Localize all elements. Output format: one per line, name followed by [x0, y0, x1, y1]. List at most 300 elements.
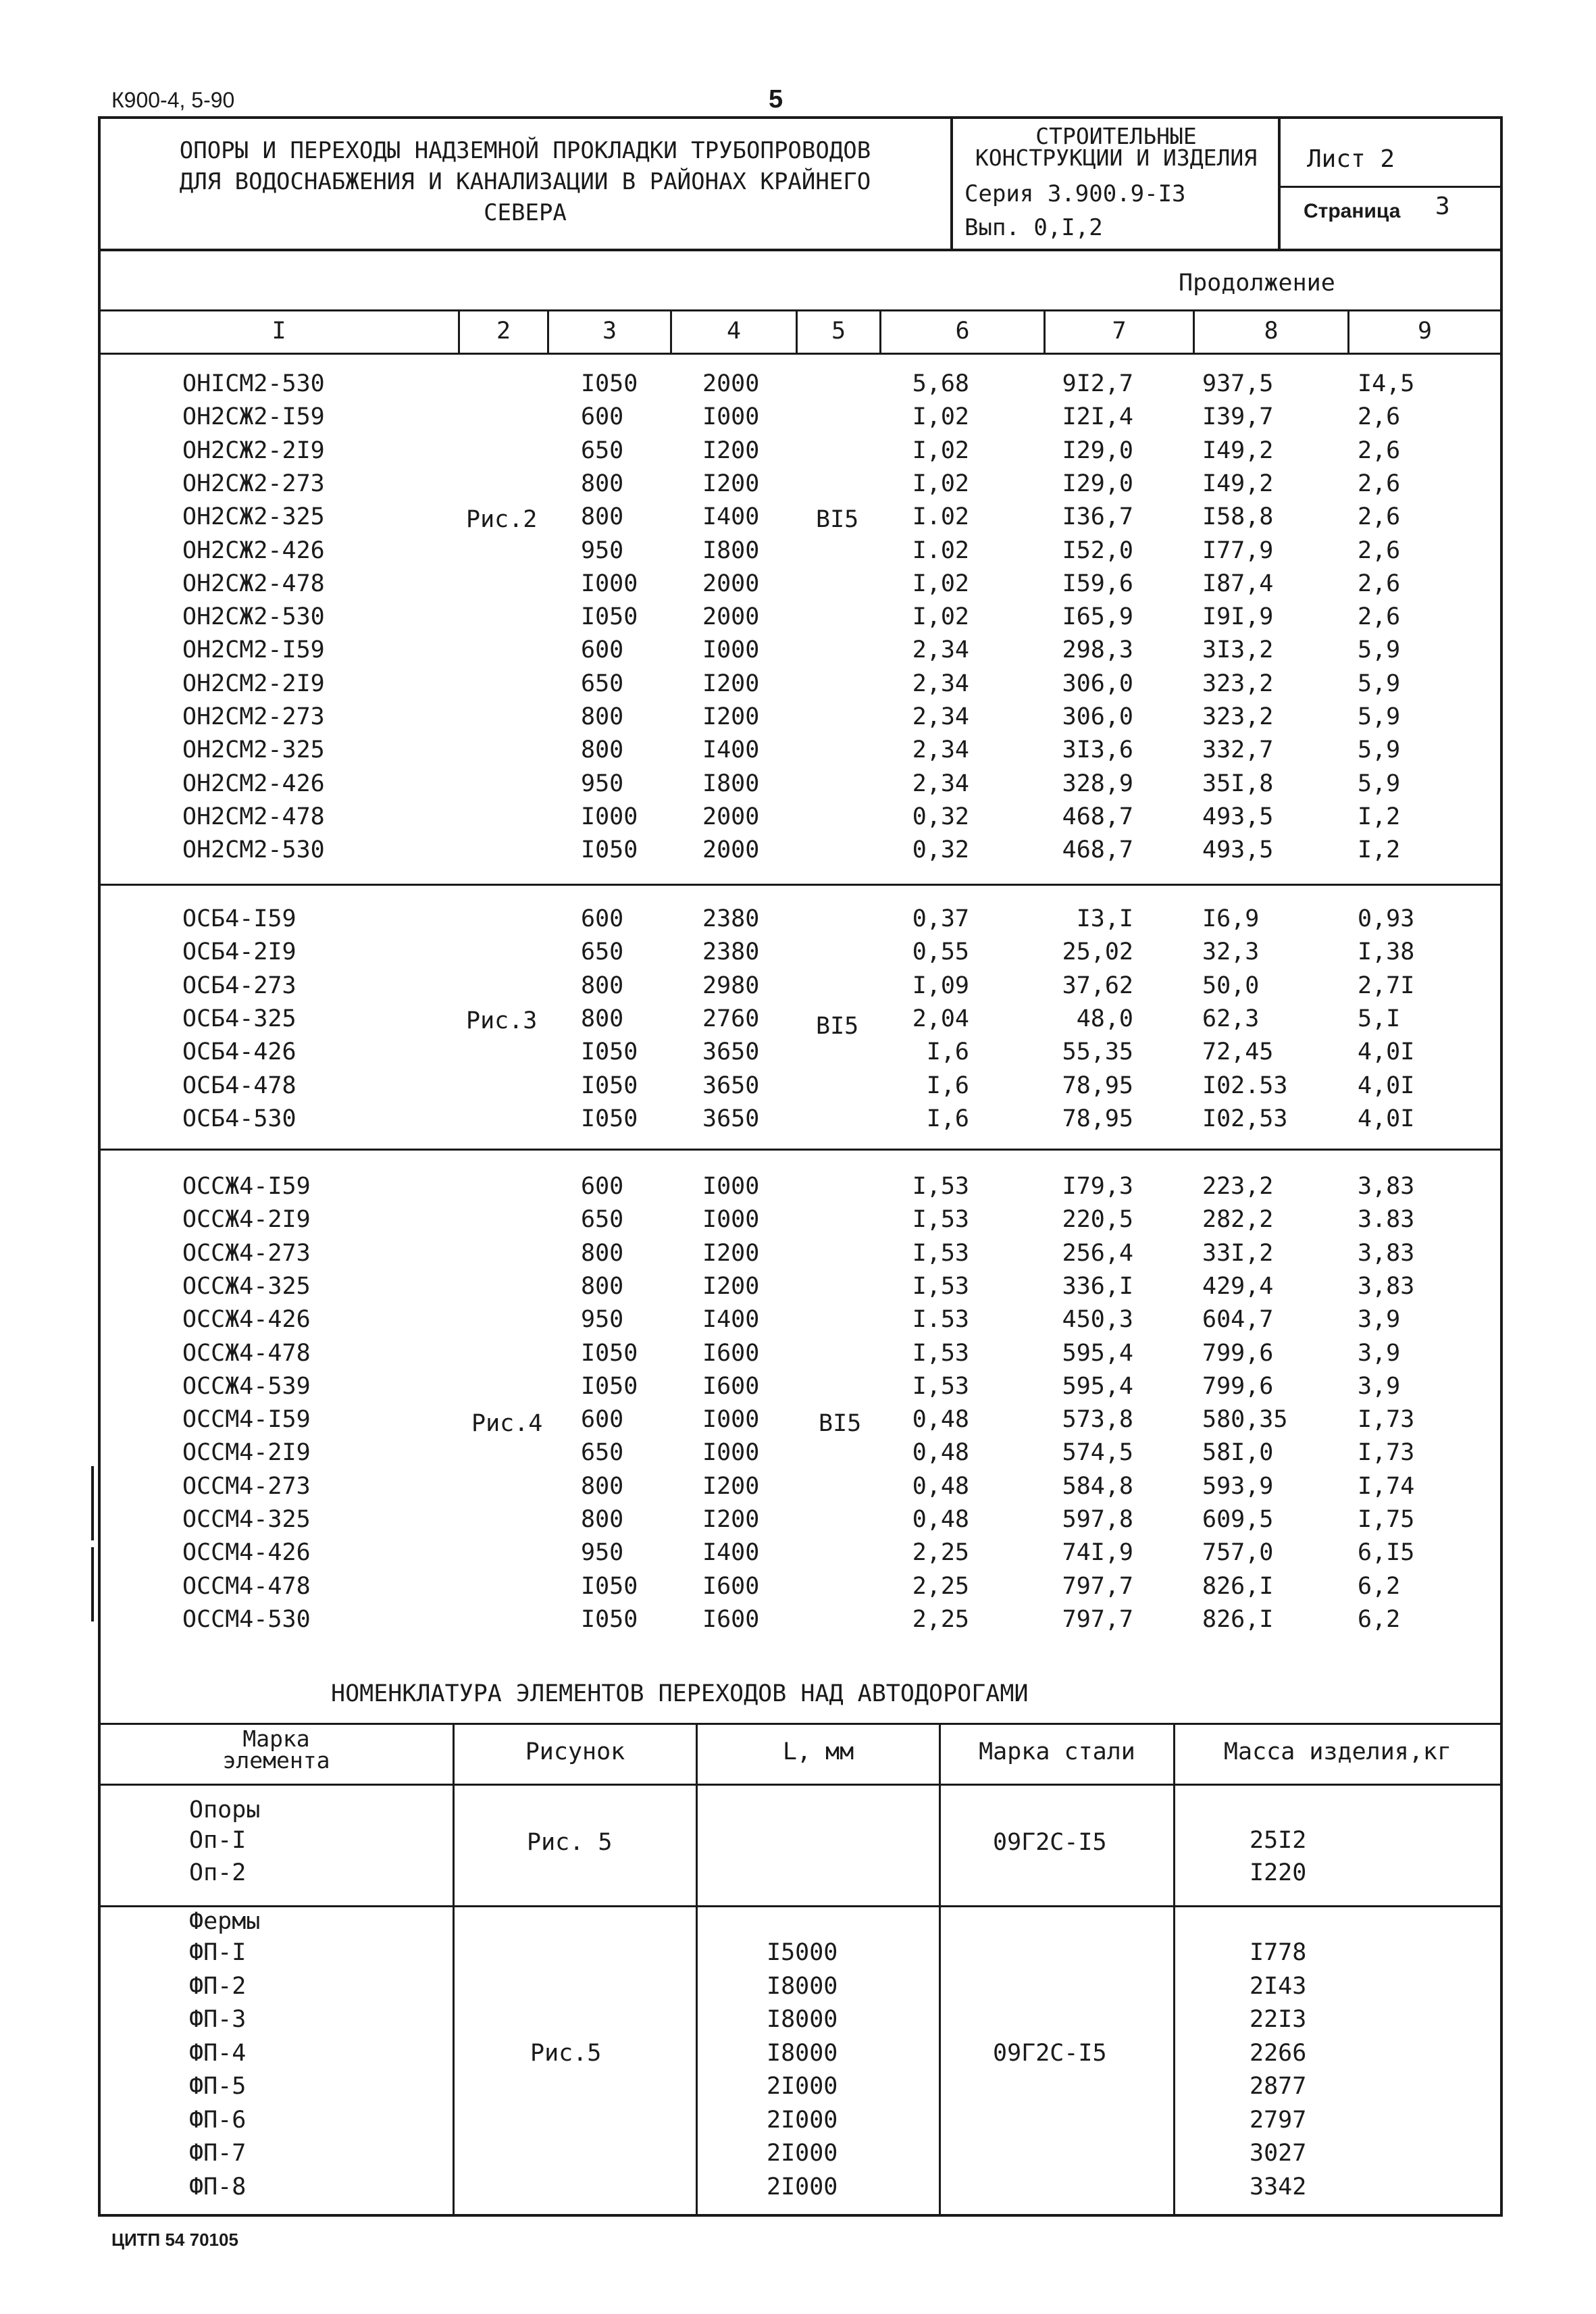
- truss-length: 2I000: [767, 2106, 838, 2134]
- truss-length: I8000: [767, 2006, 838, 2033]
- cell-col-8: I9I,9: [1202, 603, 1274, 631]
- cell-col-9: I,73: [1358, 1439, 1415, 1467]
- truss-length: I5000: [767, 1939, 838, 1966]
- title-divider-1: [950, 116, 953, 251]
- cell-col-6: I,6: [926, 1038, 969, 1066]
- cell-col-9: 6,I5: [1358, 1539, 1415, 1567]
- cell-dim-3: I050: [581, 603, 638, 631]
- title-line-3: СЕВЕРА: [484, 199, 567, 226]
- cell-mark: ОН2СЖ2-426: [182, 536, 325, 564]
- cell-col-8: 35I,8: [1202, 770, 1274, 797]
- cell-col-7: 597,8: [1062, 1506, 1133, 1533]
- cell-mark: ОСБ4-I59: [182, 905, 297, 932]
- cell-col-7: 55,35: [1062, 1038, 1133, 1066]
- cell-col-6: I,6: [926, 1072, 969, 1099]
- sheet-label: Лист 2: [1307, 145, 1395, 173]
- cell-col-7: I59,6: [1062, 570, 1133, 597]
- cell-dim-4: I200: [702, 1506, 760, 1533]
- cell-dim-4: 2000: [702, 836, 760, 864]
- nom-header-top: [98, 1723, 1503, 1725]
- cell-col-8: 72,45: [1202, 1038, 1274, 1066]
- cell-col-6: I.02: [912, 503, 969, 531]
- cell-col-7: 306,0: [1062, 670, 1133, 697]
- table-row: [0, 936, 1596, 969]
- cell-col-7: 468,7: [1062, 803, 1133, 830]
- cell-dim-3: 600: [581, 403, 624, 431]
- cell-dim-3: I000: [581, 803, 638, 830]
- nom-header-steel: Марка стали: [979, 1738, 1135, 1765]
- cell-mark: ОССЖ4-478: [182, 1339, 311, 1367]
- cell-dim-3: I000: [581, 570, 638, 597]
- table-row: [0, 834, 1596, 867]
- cell-mark: ОН2СЖ2-530: [182, 603, 325, 631]
- cell-dim-3: I050: [581, 370, 638, 397]
- cell-col-9: 2,6: [1358, 503, 1401, 531]
- cell-mark: ОССМ4-478: [182, 1572, 311, 1600]
- supports-label: Опоры: [189, 1796, 261, 1823]
- trusses-figure: Рис.5: [530, 2040, 602, 2067]
- cell-col-8: I87,4: [1202, 570, 1274, 597]
- cell-col-9: 3,83: [1358, 1239, 1415, 1267]
- cell-mark: ОН2СМ2-325: [182, 736, 325, 764]
- footer-stamp: ЦИТП 54 70105: [111, 2230, 238, 2250]
- table-row: [0, 1403, 1596, 1436]
- cell-dim-4: I600: [702, 1339, 760, 1367]
- cell-col-7: 48,0: [1076, 1005, 1133, 1032]
- list-item: [0, 2070, 1596, 2103]
- cell-dim-3: I050: [581, 1339, 638, 1367]
- cell-col-7: I79,3: [1062, 1173, 1133, 1200]
- cell-col-6: 2,34: [912, 736, 969, 764]
- table-row: [0, 634, 1596, 667]
- cell-dim-4: I400: [702, 736, 760, 764]
- cell-dim-3: 800: [581, 1005, 624, 1032]
- cell-col-6: I,53: [912, 1239, 969, 1267]
- column-header-row: [0, 315, 1596, 348]
- cell-col-9: 5,9: [1358, 736, 1401, 764]
- cell-dim-4: 2000: [702, 370, 760, 397]
- cell-dim-4: 2000: [702, 570, 760, 597]
- nomenclature-title: НОМЕНКЛАТУРА ЭЛЕМЕНТОВ ПЕРЕХОДОВ НАД АВТОДОРОГАМИ: [331, 1680, 1029, 1707]
- cell-col-9: I,38: [1358, 938, 1415, 966]
- cell-dim-4: I200: [702, 436, 760, 464]
- truss-mark: ФП-8: [189, 2173, 247, 2200]
- cell-col-9: 3,83: [1358, 1173, 1415, 1200]
- cell-col-6: I,53: [912, 1206, 969, 1234]
- cell-col-7: I29,0: [1062, 470, 1133, 497]
- cell-mark: ОНIСМ2-530: [182, 370, 325, 397]
- cell-mark: ОН2СМ2-273: [182, 703, 325, 730]
- cell-col-6: I,09: [912, 972, 969, 999]
- cell-col-6: 0,32: [912, 803, 969, 830]
- cell-col-9: 4,0I: [1358, 1072, 1415, 1099]
- cell-mark: ОН2СМ2-2I9: [182, 670, 325, 697]
- list-item: [0, 1857, 1596, 1890]
- cell-col-8: 332,7: [1202, 736, 1274, 764]
- table-row: [0, 1036, 1596, 1069]
- cell-col-9: I,2: [1358, 836, 1401, 864]
- cell-col-7: 336,I: [1062, 1272, 1133, 1300]
- list-item: [0, 2171, 1596, 2204]
- cell-dim-3: I050: [581, 1605, 638, 1633]
- cell-mark: ОН2СМ2-478: [182, 803, 325, 830]
- cell-col-9: 0,93: [1358, 905, 1415, 932]
- cell-dim-3: 600: [581, 1406, 624, 1434]
- cell-col-8: I02,53: [1202, 1105, 1288, 1132]
- cell-mark: ОН2СМ2-530: [182, 836, 325, 864]
- cell-col-6: 0,37: [912, 905, 969, 932]
- cell-mark: ОССМ4-530: [182, 1605, 311, 1633]
- group-3-figure: Рис.4: [471, 1410, 543, 1437]
- truss-mass: 3342: [1250, 2173, 1307, 2200]
- cell-dim-4: 3650: [702, 1072, 760, 1099]
- truss-mark: ФП-5: [189, 2073, 247, 2100]
- table-row: [0, 1170, 1596, 1203]
- cell-dim-4: I200: [702, 703, 760, 730]
- title-divider-3: [1278, 186, 1503, 188]
- cell-col-6: 0,48: [912, 1439, 969, 1467]
- table-row: [0, 468, 1596, 501]
- cell-dim-3: 800: [581, 1239, 624, 1267]
- cell-col-7: 306,0: [1062, 703, 1133, 730]
- table-row: [0, 701, 1596, 734]
- cell-col-6: 2,25: [912, 1572, 969, 1600]
- cell-dim-4: I200: [702, 1272, 760, 1300]
- cell-dim-4: 2380: [702, 905, 760, 932]
- truss-length: I8000: [767, 1972, 838, 2000]
- continuation-label: Продолжение: [1179, 270, 1335, 297]
- cell-dim-3: 950: [581, 536, 624, 564]
- table-row: [0, 601, 1596, 634]
- cell-mark: ОСБ4-2I9: [182, 938, 297, 966]
- cell-dim-3: 600: [581, 905, 624, 932]
- truss-length: 2I000: [767, 2073, 838, 2100]
- table-row: [0, 768, 1596, 801]
- cell-col-8: 826,I: [1202, 1572, 1274, 1600]
- margin-mark-1: [91, 1466, 94, 1540]
- cell-col-8: 282,2: [1202, 1206, 1274, 1234]
- table-row: [0, 368, 1596, 401]
- cell-dim-4: 2760: [702, 1005, 760, 1032]
- cell-dim-3: I050: [581, 1572, 638, 1600]
- cell-dim-3: 800: [581, 972, 624, 999]
- support-mark: Оп-2: [189, 1859, 247, 1886]
- cell-col-9: 2,6: [1358, 603, 1401, 631]
- cell-dim-3: I050: [581, 1072, 638, 1099]
- cell-col-8: I02.53: [1202, 1072, 1288, 1099]
- column-header-4: 4: [726, 318, 742, 345]
- list-item: [0, 1824, 1596, 1857]
- main-frame-bottom: [98, 2214, 1503, 2217]
- truss-mass: 2877: [1250, 2073, 1307, 2100]
- cell-col-6: I,02: [912, 603, 969, 631]
- table-row: [0, 1270, 1596, 1303]
- table-row: [0, 1503, 1596, 1536]
- cell-col-7: 584,8: [1062, 1472, 1133, 1500]
- table-row: [0, 1470, 1596, 1503]
- page-label: Страница: [1304, 200, 1401, 222]
- cell-col-6: 2,04: [912, 1005, 969, 1032]
- cell-col-6: 2,34: [912, 670, 969, 697]
- cell-col-6: 5,68: [912, 370, 969, 397]
- cell-dim-3: 800: [581, 1472, 624, 1500]
- cell-col-9: 6,2: [1358, 1605, 1401, 1633]
- cell-mark: ОСБ4-273: [182, 972, 297, 999]
- group-2-figure: Рис.3: [466, 1007, 538, 1034]
- cell-dim-4: I000: [702, 1206, 760, 1234]
- doc-code: К900-4, 5-90: [111, 88, 235, 112]
- cell-col-7: 74I,9: [1062, 1539, 1133, 1567]
- cell-mark: ОН2СЖ2-478: [182, 570, 325, 597]
- cell-dim-3: I050: [581, 1372, 638, 1400]
- cell-col-6: I,53: [912, 1372, 969, 1400]
- column-header-3: 3: [602, 318, 617, 345]
- truss-mark: ФП-I: [189, 1939, 247, 1966]
- cell-col-9: 3.83: [1358, 1206, 1415, 1234]
- cell-col-6: I,6: [926, 1105, 969, 1132]
- cell-col-9: 3,9: [1358, 1339, 1401, 1367]
- cell-dim-3: 950: [581, 1539, 624, 1567]
- column-header-2: 2: [496, 318, 511, 345]
- cell-dim-4: 2000: [702, 803, 760, 830]
- cell-dim-4: I000: [702, 1173, 760, 1200]
- cell-col-7: 78,95: [1062, 1072, 1133, 1099]
- table-row: [0, 534, 1596, 568]
- cell-col-6: I,02: [912, 436, 969, 464]
- cell-col-6: 2,34: [912, 636, 969, 664]
- cell-mark: ОН2СМ2-I59: [182, 636, 325, 664]
- list-item: [0, 2003, 1596, 2036]
- cell-col-7: I36,7: [1062, 503, 1133, 531]
- nom-header-figure: Рисунок: [525, 1738, 625, 1765]
- truss-mark: ФП-4: [189, 2039, 247, 2067]
- cell-mark: ОН2СЖ2-2I9: [182, 436, 325, 464]
- cell-mark: ОССЖ4-273: [182, 1239, 311, 1267]
- truss-mass: 22I3: [1250, 2006, 1307, 2033]
- column-header-5: 5: [831, 318, 846, 345]
- list-item: [0, 2037, 1596, 2070]
- truss-mass: 2797: [1250, 2106, 1307, 2134]
- cell-mark: ОССМ4-426: [182, 1539, 311, 1567]
- cell-dim-4: I000: [702, 1406, 760, 1434]
- table-row: [0, 970, 1596, 1003]
- cell-col-9: 6,2: [1358, 1572, 1401, 1600]
- cell-col-9: 2,6: [1358, 403, 1401, 431]
- cell-col-9: 5,9: [1358, 670, 1401, 697]
- cell-mark: ОН2СЖ2-273: [182, 470, 325, 497]
- table-row: [0, 568, 1596, 601]
- cell-dim-4: 2000: [702, 603, 760, 631]
- cell-col-8: 937,5: [1202, 370, 1274, 397]
- cell-col-8: 3I3,2: [1202, 636, 1274, 664]
- support-mass: 25I2: [1250, 1827, 1307, 1854]
- cell-col-7: 37,62: [1062, 972, 1133, 999]
- nom-header-mark-line1: Марка: [242, 1726, 310, 1752]
- cell-col-7: 450,3: [1062, 1306, 1133, 1334]
- issue-label: Вып. 0,I,2: [964, 214, 1103, 241]
- cell-dim-3: 800: [581, 1506, 624, 1533]
- cell-dim-4: 2380: [702, 938, 760, 966]
- cell-dim-4: I200: [702, 470, 760, 497]
- cell-col-8: 62,3: [1202, 1005, 1260, 1032]
- header-top-rule: [98, 309, 1503, 311]
- cell-col-9: 4,0I: [1358, 1038, 1415, 1066]
- page-value: 3: [1435, 193, 1450, 220]
- cell-col-9: 3,9: [1358, 1306, 1401, 1334]
- truss-mass: 2266: [1250, 2039, 1307, 2067]
- cell-col-9: I,75: [1358, 1506, 1415, 1533]
- cell-col-6: 0,48: [912, 1472, 969, 1500]
- table-row: [0, 801, 1596, 834]
- nom-header-length: L, мм: [782, 1738, 854, 1765]
- cell-dim-4: I800: [702, 536, 760, 564]
- cell-col-8: 323,2: [1202, 703, 1274, 730]
- table-row: [0, 734, 1596, 767]
- cell-col-9: 5,9: [1358, 770, 1401, 797]
- table-row: [0, 1003, 1596, 1040]
- cell-col-7: 256,4: [1062, 1239, 1133, 1267]
- cell-col-9: 3,83: [1358, 1272, 1415, 1300]
- truss-length: 2I000: [767, 2140, 838, 2167]
- cell-col-6: I,53: [912, 1173, 969, 1200]
- cell-col-7: 468,7: [1062, 836, 1133, 864]
- table-row: [0, 668, 1596, 701]
- cell-col-7: 797,7: [1062, 1605, 1133, 1633]
- column-header-9: 9: [1417, 318, 1433, 345]
- cell-dim-3: 650: [581, 436, 624, 464]
- header-bottom-rule: [98, 353, 1503, 355]
- cell-col-9: I,2: [1358, 803, 1401, 830]
- table-row: [0, 1237, 1596, 1270]
- cell-mark: ОССМ4-I59: [182, 1406, 311, 1434]
- column-header-8: 8: [1264, 318, 1279, 345]
- table-row: [0, 1303, 1596, 1336]
- cell-col-6: 2,25: [912, 1605, 969, 1633]
- cell-col-7: 573,8: [1062, 1406, 1133, 1434]
- support-mass: I220: [1250, 1859, 1307, 1886]
- column-header-1: I: [272, 318, 286, 345]
- table-row: [0, 1203, 1596, 1236]
- group-separator-2: [98, 1149, 1503, 1151]
- cell-mark: ОССМ4-325: [182, 1506, 311, 1533]
- cell-col-6: 0,48: [912, 1406, 969, 1434]
- cell-col-9: 3,9: [1358, 1372, 1401, 1400]
- table-row: [0, 1103, 1596, 1136]
- cell-col-6: I.02: [912, 536, 969, 564]
- nom-header-bottom: [98, 1784, 1503, 1786]
- column-header-7: 7: [1112, 318, 1127, 345]
- cell-dim-4: I400: [702, 1306, 760, 1334]
- table-row: [0, 501, 1596, 534]
- cell-dim-4: I200: [702, 670, 760, 697]
- cell-col-8: 223,2: [1202, 1173, 1274, 1200]
- title-line-1: ОПОРЫ И ПЕРЕХОДЫ НАДЗЕМНОЙ ПРОКЛАДКИ ТРУБОПРОВОДОВ: [179, 137, 871, 164]
- cell-col-7: 595,4: [1062, 1372, 1133, 1400]
- cell-col-8: 799,6: [1202, 1339, 1274, 1367]
- cell-col-6: 2,25: [912, 1539, 969, 1567]
- cell-col-6: 2,34: [912, 703, 969, 730]
- cell-col-7: I52,0: [1062, 536, 1133, 564]
- cell-col-9: I,74: [1358, 1472, 1415, 1500]
- cell-dim-4: I000: [702, 1439, 760, 1467]
- nom-group-separator: [98, 1905, 1503, 1907]
- cell-col-9: 4,0I: [1358, 1105, 1415, 1132]
- cell-mark: ОССЖ4-539: [182, 1372, 311, 1400]
- cell-col-8: 826,I: [1202, 1605, 1274, 1633]
- cell-col-6: I,02: [912, 403, 969, 431]
- cell-dim-4: I600: [702, 1572, 760, 1600]
- cell-col-6: I.53: [912, 1306, 969, 1334]
- cell-col-8: I39,7: [1202, 403, 1274, 431]
- cell-dim-3: 650: [581, 1439, 624, 1467]
- category-text: [956, 123, 1277, 171]
- cell-dim-3: I050: [581, 1105, 638, 1132]
- group-1-figure: Рис.2: [466, 506, 538, 533]
- cell-col-7: I2I,4: [1062, 403, 1133, 431]
- cell-mark: ОССЖ4-325: [182, 1272, 311, 1300]
- title-text: [101, 135, 949, 228]
- group-1-steel: BI5: [816, 506, 859, 533]
- cell-col-8: 757,0: [1202, 1539, 1274, 1567]
- cell-col-9: 5,9: [1358, 636, 1401, 664]
- category-line-2: КОНСТРУКЦИИ И ИЗДЕЛИЯ: [975, 145, 1258, 171]
- group-2-steel: BI5: [816, 1013, 859, 1040]
- cell-dim-4: 3650: [702, 1038, 760, 1066]
- title-divider-2: [1278, 116, 1281, 251]
- cell-col-9: I,73: [1358, 1406, 1415, 1434]
- cell-col-9: 2,6: [1358, 436, 1401, 464]
- cell-dim-4: 2980: [702, 972, 760, 999]
- cell-mark: ОН2СМ2-426: [182, 770, 325, 797]
- cell-col-7: 25,02: [1062, 938, 1133, 966]
- table-row: [0, 1436, 1596, 1469]
- support-mark: Оп-I: [189, 1827, 247, 1854]
- list-item: [0, 2104, 1596, 2137]
- cell-col-8: 604,7: [1202, 1306, 1274, 1334]
- cell-dim-3: 800: [581, 470, 624, 497]
- cell-col-6: I,02: [912, 570, 969, 597]
- cell-col-7: 3I3,6: [1062, 736, 1133, 764]
- table-row: [0, 401, 1596, 434]
- cell-col-9: 5,I: [1358, 1005, 1401, 1032]
- table-row: [0, 434, 1596, 468]
- cell-dim-4: I600: [702, 1372, 760, 1400]
- cell-col-6: I,53: [912, 1339, 969, 1367]
- title-line-2: ДЛЯ ВОДОСНАБЖЕНИЯ И КАНАЛИЗАЦИИ В РАЙОНАХ КРАЙНЕГО: [179, 168, 871, 195]
- cell-col-9: 2,6: [1358, 570, 1401, 597]
- cell-col-7: 298,3: [1062, 636, 1133, 664]
- cell-col-8: I58,8: [1202, 503, 1274, 531]
- cell-col-8: 609,5: [1202, 1506, 1274, 1533]
- truss-length: I8000: [767, 2039, 838, 2067]
- cell-mark: ОССМ4-2I9: [182, 1439, 311, 1467]
- cell-dim-4: I600: [702, 1605, 760, 1633]
- cell-col-6: I,53: [912, 1272, 969, 1300]
- cell-col-6: 0,55: [912, 938, 969, 966]
- cell-dim-3: I050: [581, 1038, 638, 1066]
- category-line-1: СТРОИТЕЛЬНЫЕ: [1035, 123, 1197, 149]
- group-3-steel: BI5: [819, 1410, 862, 1437]
- cell-mark: ОСБ4-325: [182, 1005, 297, 1032]
- cell-col-8: 50,0: [1202, 972, 1260, 999]
- trusses-label: Фермы: [189, 1908, 261, 1935]
- cell-col-7: 595,4: [1062, 1339, 1133, 1367]
- cell-col-9: 2,6: [1358, 536, 1401, 564]
- cell-dim-4: 3650: [702, 1105, 760, 1132]
- cell-col-8: 493,5: [1202, 836, 1274, 864]
- cell-dim-4: I200: [702, 1472, 760, 1500]
- table-row: [0, 1536, 1596, 1569]
